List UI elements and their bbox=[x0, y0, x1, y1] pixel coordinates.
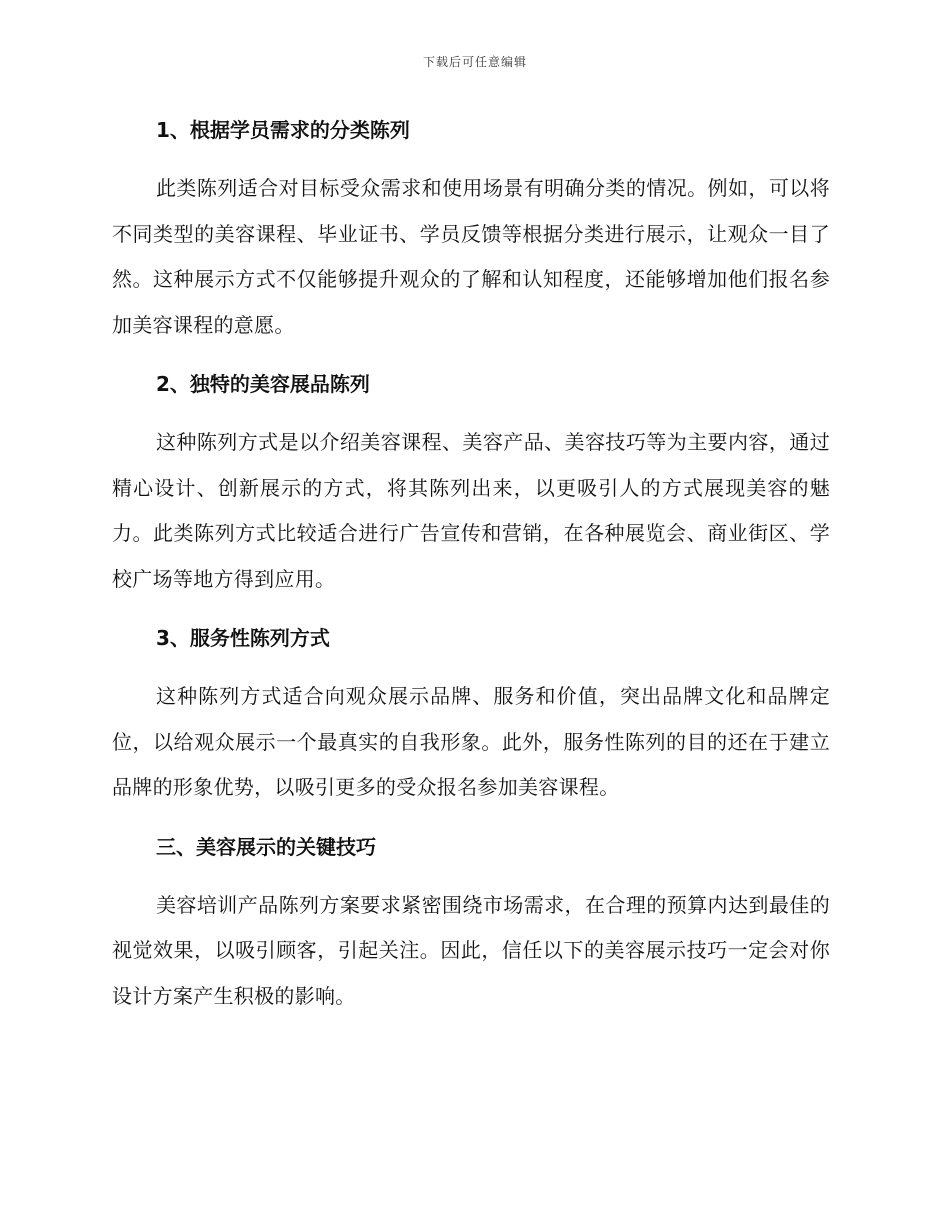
section-heading-2: 2、独特的美容展品陈列 bbox=[156, 372, 370, 396]
document-body bbox=[112, 108, 830, 1033]
section-paragraph-2: 这种陈列方式是以介绍美容课程、美容产品、美容技巧等为主要内容，通过精心设计、创新展示的方式，将其陈列出来，以更吸引人的方式展现美容的魅力。此类陈列方式比较适合进行广告宣传和营销，在各种展览会、商业街区、学校广场等地方得到应用。 bbox=[112, 430, 830, 591]
section-heading-3: 3、服务性陈列方式 bbox=[156, 626, 330, 650]
header-note: 下载后可任意编辑 bbox=[422, 55, 527, 69]
section-paragraph-4: 美容培训产品陈列方案要求紧密围绕市场需求，在合理的预算内达到最佳的视觉效果，以吸引顾客，引起关注。因此，信任以下的美容展示技巧一定会对你设计方案产生积极的影响。 bbox=[112, 892, 830, 1008]
section-paragraph-3: 这种陈列方式适合向观众展示品牌、服务和价值，突出品牌文化和品牌定位，以给观众展示一个最真实的自我形象。此外，服务性陈列的目的还在于建立品牌的形象优势，以吸引更多的受众报名参加美容课程。 bbox=[112, 684, 830, 799]
section-heading-4: 三、美容展示的关键技巧 bbox=[156, 834, 376, 859]
section-paragraph-1: 此类陈列适合对目标受众需求和使用场景有明确分类的情况。例如，可以将不同类型的美容课程、毕业证书、学员反馈等根据分类进行展示，让观众一目了然。这种展示方式不仅能够提升观众的了解和认知程度，还能够增加他们报名参加美容课程的意愿。 bbox=[112, 176, 830, 337]
section-heading-1: 1、根据学员需求的分类陈列 bbox=[156, 118, 410, 142]
